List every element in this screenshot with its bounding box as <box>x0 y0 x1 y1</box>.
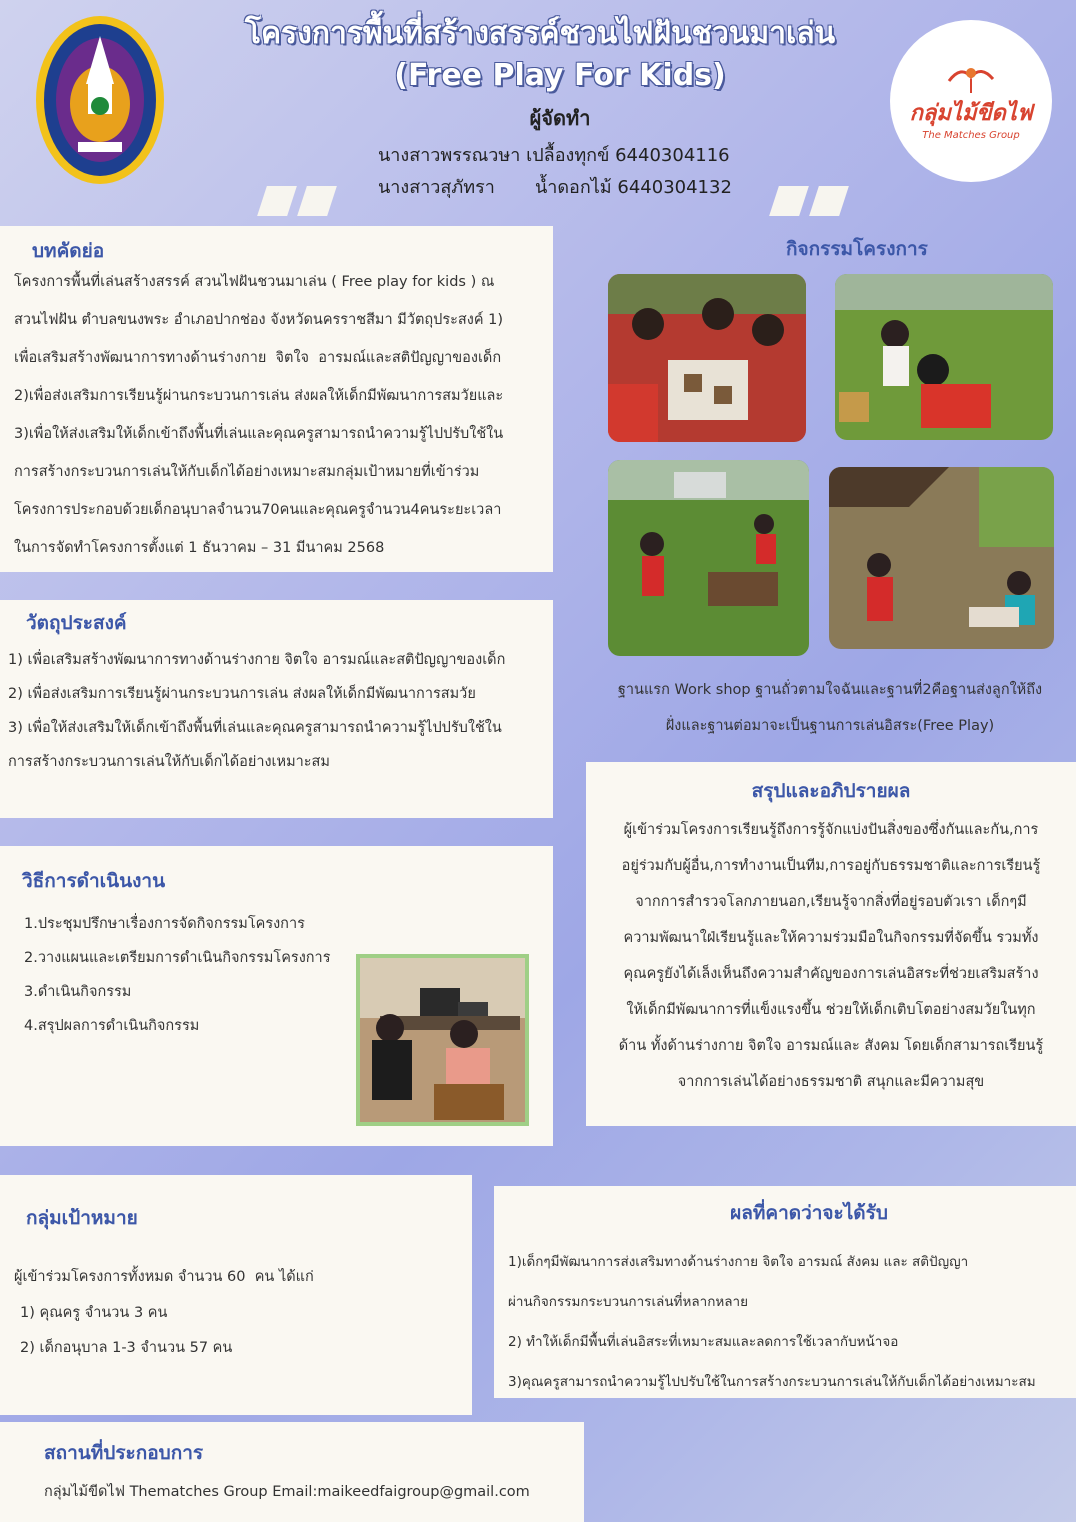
result-line: 3)คุณครูสามารถนำความรู้ไปปรับใช้ในการสร้างกระบวนการเล่นให้กับเด็กได้อย่างเหมาะสม <box>508 1374 1036 1390</box>
methods-panel <box>0 846 553 1146</box>
result-line: ผ่านกิจกรรมกระบวนการเล่นที่หลากหลาย <box>508 1294 749 1310</box>
location-heading: สถานที่ประกอบการ <box>44 1442 204 1464</box>
conclusion-line: คุณครูยังได้เล็งเห็นถึงความสำคัญของการเล่นอิสระที่ช่วยเสริมสร้าง <box>623 966 1039 982</box>
abstract-line: การสร้างกระบวนการเล่นให้กับเด็กได้อย่างเหมาะสมกลุ่มเป้าหมายที่เข้าร่วม <box>14 464 480 480</box>
objective-item: การสร้างกระบวนการเล่นให้กับเด็กได้อย่างเหมาะสม <box>8 754 330 770</box>
method-step: 2.วางแผนและเตรียมการดำเนินกิจกรรมโครงการ <box>24 950 331 966</box>
abstract-line: โครงการพื้นที่เล่นสร้างสรรค์ สวนไฟฝันชวนมาเล่น ( Free play for kids ) ณ <box>14 274 495 290</box>
conclusion-panel <box>586 762 1076 1126</box>
abstract-line: สวนไฟฝัน ตำบลขนงพระ อำเภอปากช่อง จังหวัดนครราชสีมา มีวัตถุประสงค์ 1) <box>14 312 504 328</box>
page-subtitle: (Free Play For Kids) <box>394 58 726 93</box>
method-step: 1.ประชุมปรึกษาเรื่องการจัดกิจกรรมโครงการ <box>24 916 305 932</box>
abstract-line: 2)เพื่อส่งเสริมการเรียนรู้ผ่านกระบวนการเล่น ส่งผลให้เด็กมีพัฒนาการสมวัยและ <box>14 388 504 404</box>
conclusion-line: ให้เด็กมีพัฒนาการที่แข็งแรงขึ้น ช่วยให้เด็กเติบโตอย่างสมวัยในทุก <box>626 1002 1036 1018</box>
quote-mark-icon <box>297 186 337 216</box>
meeting-photo <box>356 954 529 1126</box>
activity-photo <box>835 274 1053 440</box>
quote-mark-icon <box>809 186 849 216</box>
results-panel <box>494 1186 1076 1398</box>
conclusion-line: จากการเล่นได้อย่างธรรมชาติ สนุกและมีความสุข <box>677 1074 985 1090</box>
abstract-panel <box>0 226 553 572</box>
location-text: กลุ่มไม้ขีดไฟ Thematches Group Email:maikeedfaigroup@gmail.com <box>44 1484 530 1500</box>
abstract-line: เพื่อเสริมสร้างพัฒนาการทางด้านร่างกาย จิตใจ อารมณ์และสติปัญญาของเด็ก <box>14 350 502 366</box>
group-logo-icon <box>890 20 1052 182</box>
activity-photo <box>608 460 809 656</box>
quote-mark-icon <box>769 186 809 216</box>
conclusion-line: จากการสำรวจโลกภายนอก,เรียนรู้จากสิ่งที่อยู่รอบตัวเรา เด็กๆมี <box>635 894 1027 910</box>
objectives-heading: วัตถุประสงค์ <box>26 612 127 634</box>
target-item: 2) เด็กอนุบาล 1-3 จำนวน 57 คน <box>20 1340 233 1356</box>
results-heading: ผลที่คาดว่าจะได้รับ <box>730 1202 888 1224</box>
method-step: 3.ดำเนินกิจกรรม <box>24 984 132 1000</box>
activity-photo <box>829 467 1054 649</box>
result-line: 1)เด็กๆมีพัฒนาการส่งเสริมทางด้านร่างกาย จิตใจ อารมณ์ สังคม และ สติปัญญา <box>508 1254 969 1270</box>
abstract-line: ในการจัดทำโครงการตั้งแต่ 1 ธันวาคม – 31 มีนาคม 2568 <box>14 540 385 556</box>
objective-item: 2) เพื่อส่งเสริมการเรียนรู้ผ่านกระบวนการเล่น ส่งผลให้เด็กมีพัฒนาการสมวัย <box>8 686 476 702</box>
organizer-label: ผู้จัดทำ <box>529 106 591 130</box>
abstract-heading: บทคัดย่อ <box>32 240 105 262</box>
activities-caption: ฐานแรก Work shop ฐานถั่วตามใจฉันและฐานที่2คือฐานส่งลูกให้ถึง <box>617 682 1043 698</box>
abstract-line: โครงการประกอบด้วยเด็กอนุบาลจำนวน70คนและคุณครูจำนวน4คนระยะเวลา <box>14 502 502 518</box>
group-logo-name: กลุ่มไม้ขีดไฟ <box>909 101 1033 126</box>
conclusion-line: อยู่ร่วมกับผู้อื่น,การทำงานเป็นทีม,การอยู่กับธรรมชาติและการเรียนรู้ <box>621 858 1041 874</box>
objective-item: 1) เพื่อเสริมสร้างพัฒนาการทางด้านร่างกาย จิตใจ อารมณ์และสติปัญญาของเด็ก <box>8 652 506 668</box>
conclusion-line: ผู้เข้าร่วมโครงการเรียนรู้ถึงการรู้จักแบ่งปันสิ่งของซึ่งกันและกัน,การ <box>623 822 1039 838</box>
quote-mark-icon <box>257 186 297 216</box>
activities-heading: กิจกรรมโครงการ <box>786 238 928 260</box>
group-logo-english: The Matches Group <box>922 130 1020 141</box>
page-title: โครงการพื้นที่สร้างสรรค์ชวนไฟฝันชวนมาเล่น <box>244 16 836 51</box>
abstract-line: 3)เพื่อให้ส่งเสริมให้เด็กเข้าถึงพื้นที่เล่นและคุณครูสามารถนำความรู้ไปปรับใช้ใน <box>14 426 504 442</box>
target-item: 1) คุณครู จำนวน 3 คน <box>20 1305 168 1321</box>
author-line: นางสาวพรรณวษา เปลื้องทุกข์ 6440304116 <box>378 145 730 166</box>
target-panel <box>0 1175 472 1415</box>
methods-heading: วิธีการดำเนินงาน <box>22 870 166 892</box>
result-line: 2) ทำให้เด็กมีพื้นที่เล่นอิสระที่เหมาะสมและลดการใช้เวลากับหน้าจอ <box>508 1334 899 1350</box>
method-step: 4.สรุปผลการดำเนินกิจกรรม <box>24 1018 200 1034</box>
objectives-panel <box>0 600 553 818</box>
flame-icon <box>941 61 1001 95</box>
objective-item: 3) เพื่อให้ส่งเสริมให้เด็กเข้าถึงพื้นที่เล่นและคุณครูสามารถนำความรู้ไปปรับใช้ใน <box>8 720 502 736</box>
activity-photo <box>608 274 806 442</box>
activities-caption: ฝั่งและฐานต่อมาจะเป็นฐานการเล่นอิสระ(Free Play) <box>665 718 995 734</box>
conclusion-heading: สรุปและอภิปรายผล <box>751 780 911 802</box>
university-seal-icon <box>34 14 166 186</box>
author-line: นางสาวสุภัทรา น้ำดอกไม้ 6440304132 <box>378 177 732 198</box>
target-summary: ผู้เข้าร่วมโครงการทั้งหมด จำนวน 60 คน ได้แก่ <box>14 1269 314 1285</box>
location-panel <box>0 1422 584 1522</box>
target-heading: กลุ่มเป้าหมาย <box>26 1207 138 1229</box>
conclusion-line: ความพัฒนาใฝ่เรียนรู้และให้ความร่วมมือในกิจกรรมที่จัดขึ้น รวมทั้ง <box>623 930 1039 946</box>
conclusion-line: ด้าน ทั้งด้านร่างกาย จิตใจ อารมณ์และ สังคม โดยเด็กสามารถเรียนรู้ <box>618 1038 1044 1054</box>
